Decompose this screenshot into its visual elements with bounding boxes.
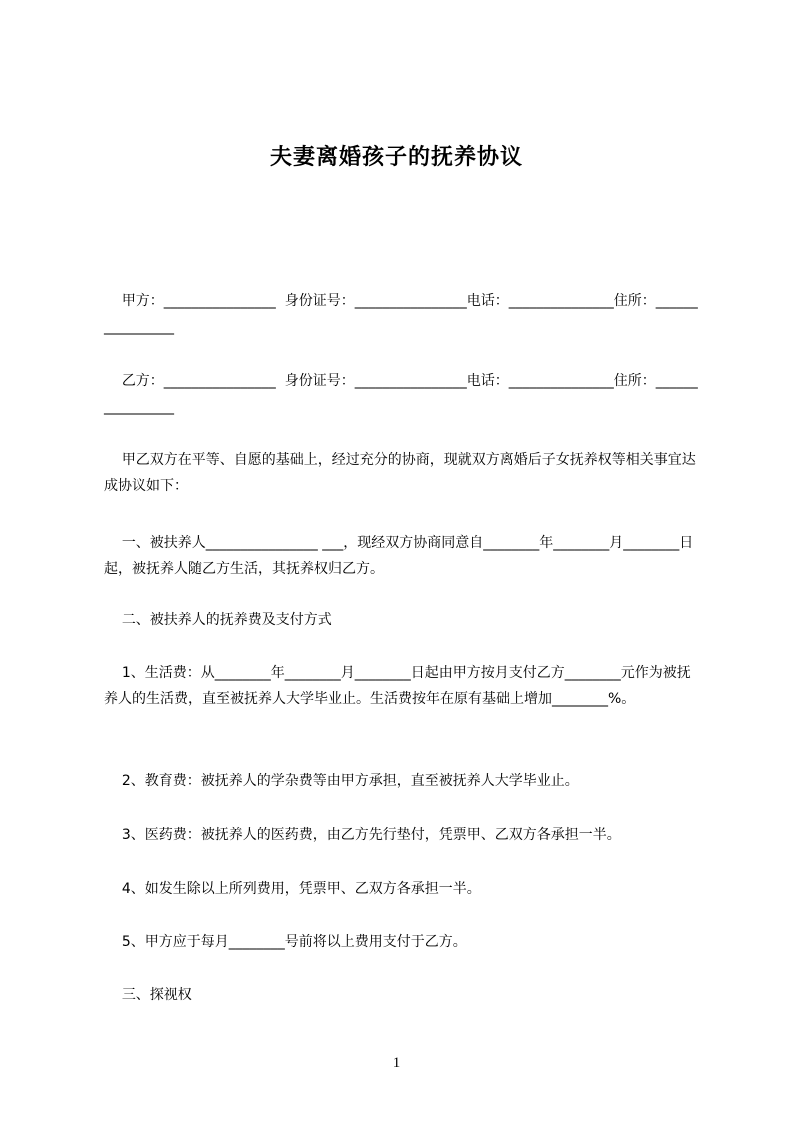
clause-2-item-1: 1、生活费：从________年________月________日起由甲方按月支付乙方________元作为被抚养人的生活费，直至被抚养人大学毕业止。生活费按年在原有基础上增加________%。 — [104, 665, 691, 707]
clause-3-heading: 三、探视权 — [104, 987, 192, 1003]
party-a-info: 甲方：________________ 身份证号：________________电话：_______________住所：________________ — [104, 293, 698, 335]
intro-paragraph: 甲乙双方在平等、自愿的基础上，经过充分的协商，现就双方离婚后子女抚养权等相关事宜达成协议如下： — [104, 452, 696, 494]
clause-2-heading: 二、被扶养人的抚养费及支付方式 — [104, 612, 332, 628]
clause-2-item-5: 5、甲方应于每月________号前将以上费用支付于乙方。 — [104, 934, 467, 950]
document-title: 夫妻离婚孩子的抚养协议 — [269, 145, 523, 170]
clause-2-item-4: 4、如发生除以上所列费用，凭票甲、乙双方各承担一半。 — [104, 881, 481, 897]
party-b-info: 乙方：________________ 身份证号：________________电话：_______________住所：________________ — [104, 373, 698, 415]
page-number: 1 — [392, 1055, 401, 1071]
clause-2-item-3: 3、医药费：被抚养人的医药费，由乙方先行垫付，凭票甲、乙双方各承担一半。 — [104, 827, 621, 843]
clause-2-item-2: 2、教育费：被抚养人的学杂费等由甲方承担，直至被抚养人大学毕业止。 — [104, 773, 579, 789]
clause-1: 一、被扶养人________________ ___，现经双方协商同意自________年________月________日起，被抚养人随乙方生活，其抚养权归乙方。 — [104, 535, 694, 577]
